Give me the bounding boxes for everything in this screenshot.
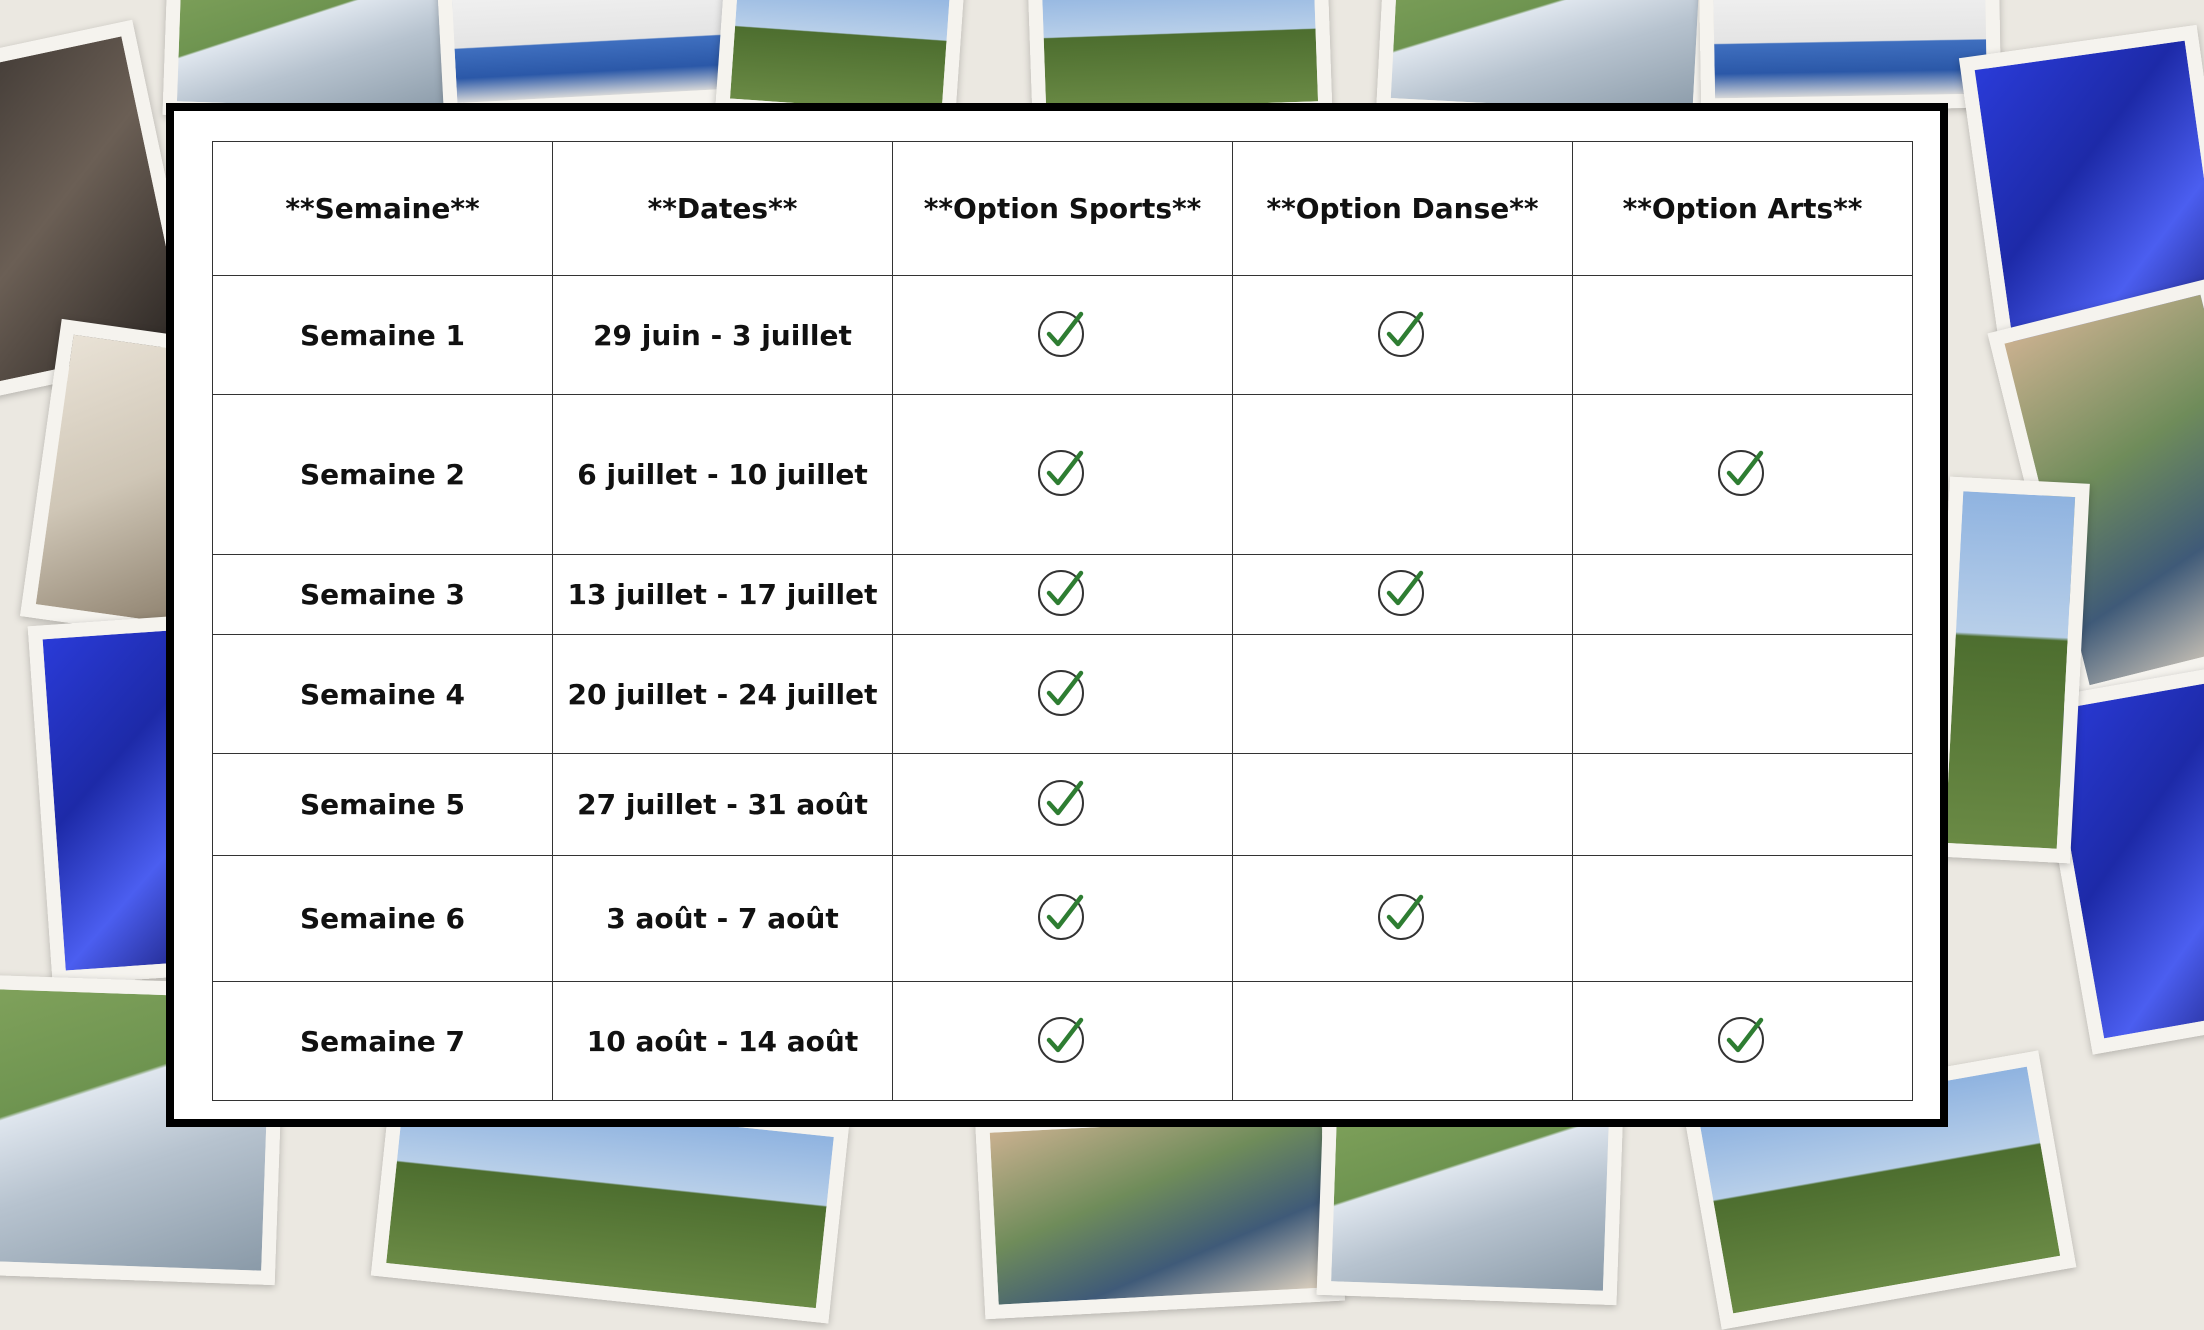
checkmark-icon — [1375, 563, 1431, 619]
checkmark-icon — [1375, 304, 1431, 360]
checkmark-icon — [1715, 443, 1771, 499]
cell-option-danse — [1233, 754, 1573, 856]
cell-semaine: Semaine 7 — [213, 982, 553, 1101]
table-row — [213, 754, 1913, 856]
cell-semaine: Semaine 1 — [213, 276, 553, 395]
cell-option-sports — [893, 555, 1233, 635]
checkmark-icon — [1715, 1010, 1771, 1066]
checkmark-icon — [1035, 663, 1091, 719]
cell-option-sports — [893, 856, 1233, 982]
cell-semaine: Semaine 4 — [213, 635, 553, 754]
cell-option-sports — [893, 982, 1233, 1101]
checkmark-icon — [1035, 1010, 1091, 1066]
background-photo — [975, 1101, 1345, 1320]
checkmark-icon — [1035, 773, 1091, 829]
header-dates: **Dates** — [553, 142, 893, 276]
background-photo — [436, 0, 743, 118]
cell-dates: 29 juin - 3 juillet — [553, 276, 893, 395]
checkmark-icon — [1035, 443, 1091, 499]
cell-option-sports — [893, 395, 1233, 555]
background-photo — [1699, 0, 2002, 113]
cell-option-danse — [1233, 395, 1573, 555]
cell-option-arts — [1573, 754, 1913, 856]
checkmark-icon — [1035, 563, 1091, 619]
cell-semaine: Semaine 2 — [213, 395, 553, 555]
cell-option-arts — [1573, 276, 1913, 395]
checkmark-icon — [1035, 304, 1091, 360]
cell-option-danse — [1233, 276, 1573, 395]
cell-option-arts — [1573, 555, 1913, 635]
schedule-table — [212, 141, 1913, 1101]
cell-option-arts — [1573, 635, 1913, 754]
background-photo — [1930, 477, 2090, 864]
checkmark-icon — [1375, 887, 1431, 943]
cell-option-sports — [893, 754, 1233, 856]
cell-dates: 27 juillet - 31 août — [553, 754, 893, 856]
header-option-arts: **Option Arts** — [1573, 142, 1913, 276]
cell-semaine: Semaine 5 — [213, 754, 553, 856]
table-row — [213, 395, 1913, 555]
table-row — [213, 856, 1913, 982]
cell-dates: 6 juillet - 10 juillet — [553, 395, 893, 555]
cell-dates: 3 août - 7 août — [553, 856, 893, 982]
table-row — [213, 555, 1913, 635]
cell-dates: 20 juillet - 24 juillet — [553, 635, 893, 754]
cell-semaine: Semaine 6 — [213, 856, 553, 982]
table-row — [213, 635, 1913, 754]
header-option-danse: **Option Danse** — [1233, 142, 1573, 276]
cell-option-danse — [1233, 856, 1573, 982]
header-option-sports: **Option Sports** — [893, 142, 1233, 276]
table-header-row — [213, 142, 1913, 276]
cell-option-arts — [1573, 856, 1913, 982]
cell-option-danse — [1233, 555, 1573, 635]
checkmark-icon — [1035, 887, 1091, 943]
cell-semaine: Semaine 3 — [213, 555, 553, 635]
cell-option-danse — [1233, 635, 1573, 754]
table-row — [213, 276, 1913, 395]
cell-option-sports — [893, 635, 1233, 754]
schedule-panel — [166, 103, 1948, 1127]
header-semaine: **Semaine** — [213, 142, 553, 276]
table-row — [213, 982, 1913, 1101]
cell-option-sports — [893, 276, 1233, 395]
cell-option-arts — [1573, 395, 1913, 555]
cell-option-arts — [1573, 982, 1913, 1101]
cell-option-danse — [1233, 982, 1573, 1101]
cell-dates: 10 août - 14 août — [553, 982, 893, 1101]
cell-dates: 13 juillet - 17 juillet — [553, 555, 893, 635]
